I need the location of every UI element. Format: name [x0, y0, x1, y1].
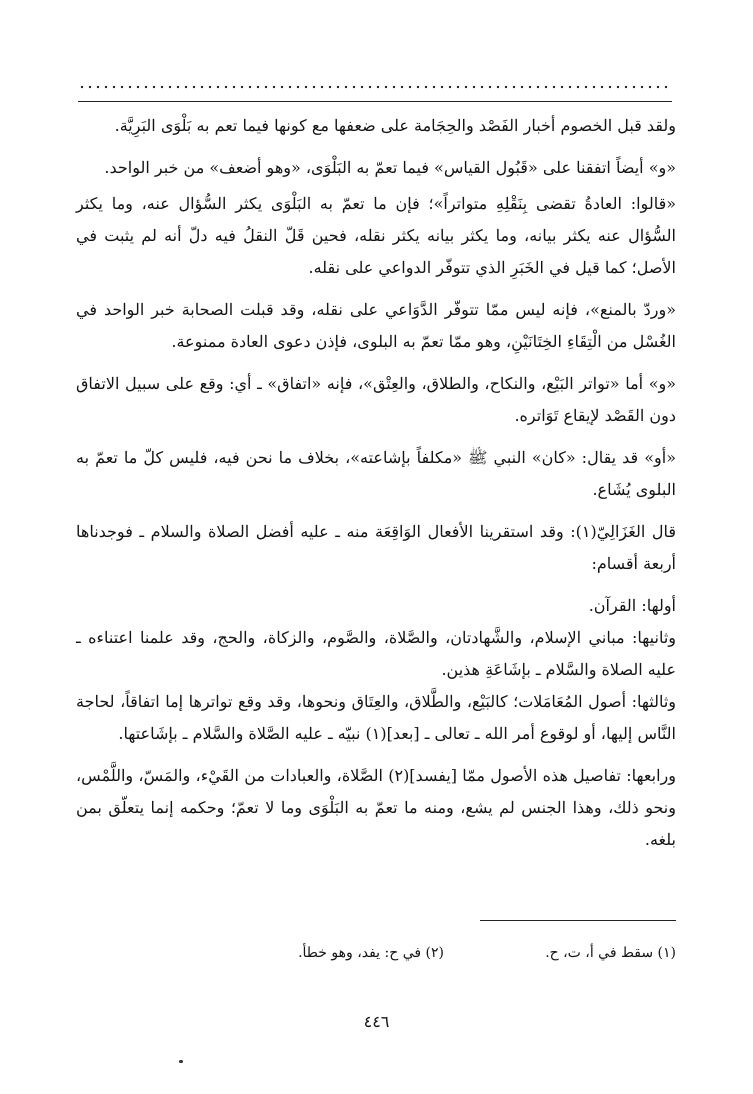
paragraph-6: «أو» قد يقال: «كان» النبي ﷺ «مكلفاً بإشاعته»، بخلاف ما نحن فيه، فليس كلّ ما تعمّ به البلوى يُشَاع. [76, 448, 676, 499]
paragraph-2: «و» أيضاً اتفقنا على «قَبُول القياس» فيما تعمّ به البَلْوَى، «وهو أضعف» من خبر الواحد. [104, 158, 676, 177]
paragraph-1: ولقد قبل الخصوم أخبار الفَصْد والحِجَامة على ضعفها مع كونها فيما تعم به بَلْوَى البَرِيَّة. [114, 116, 676, 135]
paragraph-5: «و» أما «تواتر البَيْع، والنكاح، والطلاق، والعِتْق»، فإنه «اتفاق» ـ أي: وقع على سبيل الاتفاق دون القَصْد لإيقاع تَوَاتره. [76, 374, 676, 425]
main-text [76, 110, 676, 856]
page-number: ٤٤٦ [363, 1012, 390, 1031]
footnote-2: (٢) في ح: يفد، وهو خطأ. [298, 945, 444, 961]
paragraph-4: «وردّ بالمنع»، فإنه ليس ممّا تتوفّر الدَّوَاعي على نقله، وقد قبلت الصحابة خبر الواحد في الغُسْل من الْتِقَاءِ الخِتَانَيْنِ، وهو ممّا تعمّ به البلوى، فإذن دعوى العادة ممنوعة. [76, 300, 676, 351]
header-dotted-line [78, 84, 672, 90]
footnote-1: (١) سقط في أ، ت، ح. [545, 945, 676, 961]
header-rule [78, 101, 672, 102]
paragraph-7: قال الغَزَالِيّ(١): وقد استقرينا الأفعال الوَاقِعَة منه ـ عليه أفضل الصلاة والسلام ـ فوجدناها أربعة أقسام: [76, 522, 677, 573]
scan-speck [179, 1060, 183, 1063]
footnotes [76, 940, 676, 970]
paragraph-3: «قالوا: العادةُ تقضى بِنَقْلِهِ متواتراً»؛ فإن ما تعمّ به البَلْوَى يكثر السُّؤال عنه، وما يكثر السُّؤال عنه يكثر بيانه، وما يكثر بيانه يكثر نقله، فحين قَلّ النقلُ فيه دلّ أنه لم يثبت في الأصل؛ كما قيل في الخَبَرِ الذي تتوفّر الدواعي على نقله. [76, 194, 677, 277]
footnote-rule [480, 920, 676, 921]
paragraph-10: وثالثها: أصول المُعَامَلات؛ كالبَيْع، والطَّلاق، والعِتَاق ونحوها، وقد وقع تواترها إما اتفاقاً، لحاجة النَّاس إليها، أو لوقوع أمر الله ـ تعالى ـ [بعد](١) نبيّه ـ عليه الصَّلاة والسَّلام ـ بإشَاعتها. [76, 692, 676, 743]
paragraph-11: ورابعها: تفاصيل هذه الأصول ممّا [يفسد](٢) الصَّلاة، والعبادات من القَيْء، والمَسّ، واللَّمْس، ونحو ذلك، وهذا الجنس لم يشع، ومنه ما تعمّ به البَلْوَى وما لا تعمّ؛ وحكمه إنما يتعلّق بمن بلغه. [76, 766, 676, 849]
paragraph-8: أولها: القرآن. [588, 596, 676, 615]
paragraph-9: وثانيها: مباني الإسلام، والشَّهادتان، والصَّلاة، والصَّوم، والزكاة، والحج، وقد علمنا اعتناءه ـ عليه الصلاة والسَّلام ـ بإشَاعَةِ هذين. [76, 628, 676, 679]
